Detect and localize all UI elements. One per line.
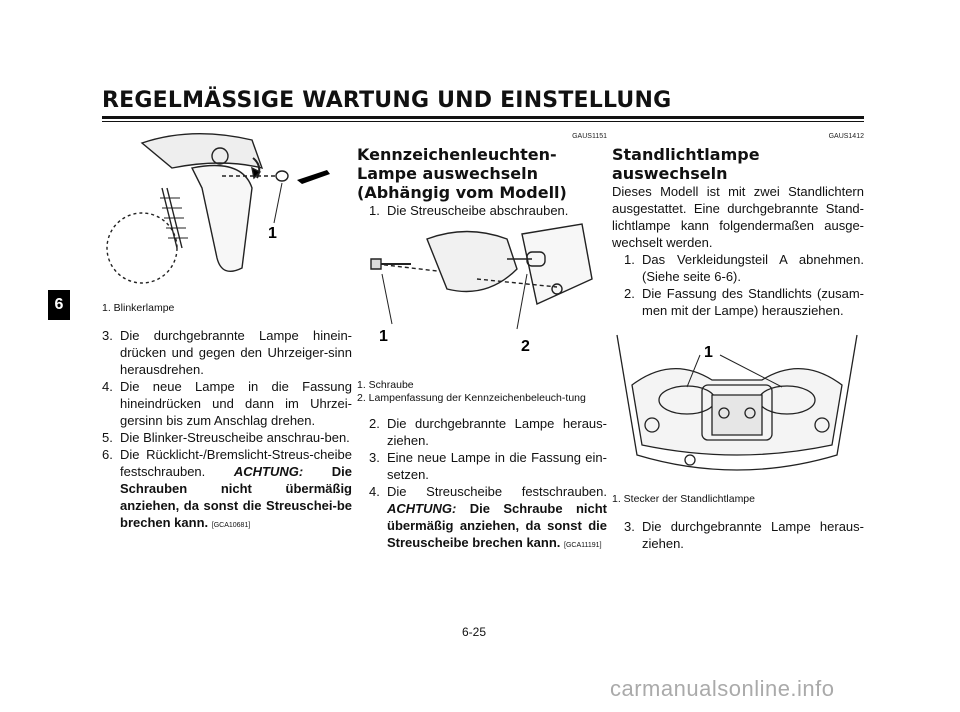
position-lamp-illustration bbox=[612, 325, 862, 475]
list-item: 4. Die neue Lampe in die Fassung hineindrücken und dann im Uhrzei-gersinn bis zum Anschlag drehen. bbox=[102, 379, 352, 428]
license-lamp-illustration bbox=[357, 219, 607, 369]
steps-list bbox=[612, 251, 864, 319]
warning-code: [GCA10681] bbox=[211, 522, 251, 529]
steps-list bbox=[357, 202, 607, 219]
column-1 bbox=[102, 128, 352, 534]
warning-text: Die Schrauben nicht übermäßig anziehen, da sonst die Streuschei-be brechen kann. bbox=[120, 464, 352, 530]
list-item: 3. Die durchgebrannte Lampe hinein-drücken und gegen den Uhrzeiger-sinn herausdrehen. bbox=[102, 328, 352, 377]
steps-list-2 bbox=[612, 518, 864, 552]
header-rule-thin bbox=[102, 121, 864, 122]
list-item: 5. Die Blinker-Streuscheibe anschrau-ben. bbox=[102, 430, 350, 445]
list-item: 4. Die Streuscheibe festschrauben. ACHTUNG: Die Schraube nicht übermäßig anziehen, da sonst die Streuscheibe brechen kann. [GCA11191] bbox=[369, 484, 607, 550]
warning-keyword: ACHTUNG: bbox=[387, 501, 457, 516]
warning-text: Die Schraube nicht übermäßig anziehen, da sonst die Streuscheibe brechen kann. bbox=[387, 501, 607, 550]
section-code: GAUS1151 bbox=[572, 133, 607, 140]
list-item: 2. Die Fassung des Standlichts (zusam-men mit der Lampe) herausziehen. bbox=[624, 286, 864, 318]
steps-list-2 bbox=[357, 415, 607, 554]
list-item: 1. Das Verkleidungsteil A abnehmen. (Siehe seite 6-6). bbox=[624, 252, 864, 284]
figure-caption: 1. Stecker der Standlichtlampe bbox=[612, 493, 755, 505]
steps-list bbox=[102, 327, 352, 534]
turn-signal-illustration bbox=[102, 128, 352, 288]
list-item: 3. Eine neue Lampe in die Fassung ein-setzen. bbox=[369, 450, 607, 482]
callout-1: 1 bbox=[379, 328, 388, 345]
list-item: 1. Die Streuscheibe abschrauben. bbox=[369, 203, 569, 218]
section-heading: Standlichtlampe auswechseln bbox=[612, 145, 760, 183]
list-item: 3. Die durchgebrannte Lampe heraus-ziehen. bbox=[624, 519, 864, 551]
column-3 bbox=[612, 128, 864, 552]
intro-paragraph: Dieses Modell ist mit zwei Standlichtern ausgestattet. Eine durchgebrannte Stand-lichtlampe kann folgendermaßen ausge-wechselt werden. bbox=[612, 184, 864, 250]
callout-1: 1 bbox=[268, 225, 277, 242]
column-2 bbox=[357, 128, 607, 554]
list-item: 2. Die durchgebrannte Lampe heraus-ziehen. bbox=[369, 416, 607, 448]
figure-caption-1: 1. Schraube bbox=[357, 379, 414, 391]
section-heading: Kennzeichenleuchten-Lampe auswechseln (Abhängig vom Modell) bbox=[357, 145, 567, 202]
chapter-tab: 6 bbox=[48, 290, 70, 320]
callout-2: 2 bbox=[521, 338, 530, 355]
section-code: GAUS1412 bbox=[828, 133, 864, 140]
warning-keyword: ACHTUNG: bbox=[233, 464, 304, 479]
figure-caption: 1. Blinkerlampe bbox=[102, 302, 175, 314]
list-item: 6. Die Rücklicht-/Bremslicht-Streus-cheibe festschrauben. ACHTUNG: Die Schrauben nicht übermäßig anziehen, da sonst die Streuschei-be brechen kann. [GCA10681] bbox=[102, 447, 352, 530]
figure-caption-2: 2. Lampenfassung der Kennzeichenbeleuch-tung bbox=[357, 392, 586, 404]
warning-code: [GCA11191] bbox=[564, 542, 602, 549]
page-header-title: REGELMÄSSIGE WARTUNG UND EINSTELLUNG bbox=[102, 88, 672, 113]
page-number: 6-25 bbox=[462, 625, 487, 639]
callout-1: 1 bbox=[704, 344, 713, 361]
watermark: carmanualsonline.info bbox=[610, 676, 835, 701]
header-rule bbox=[102, 116, 864, 119]
